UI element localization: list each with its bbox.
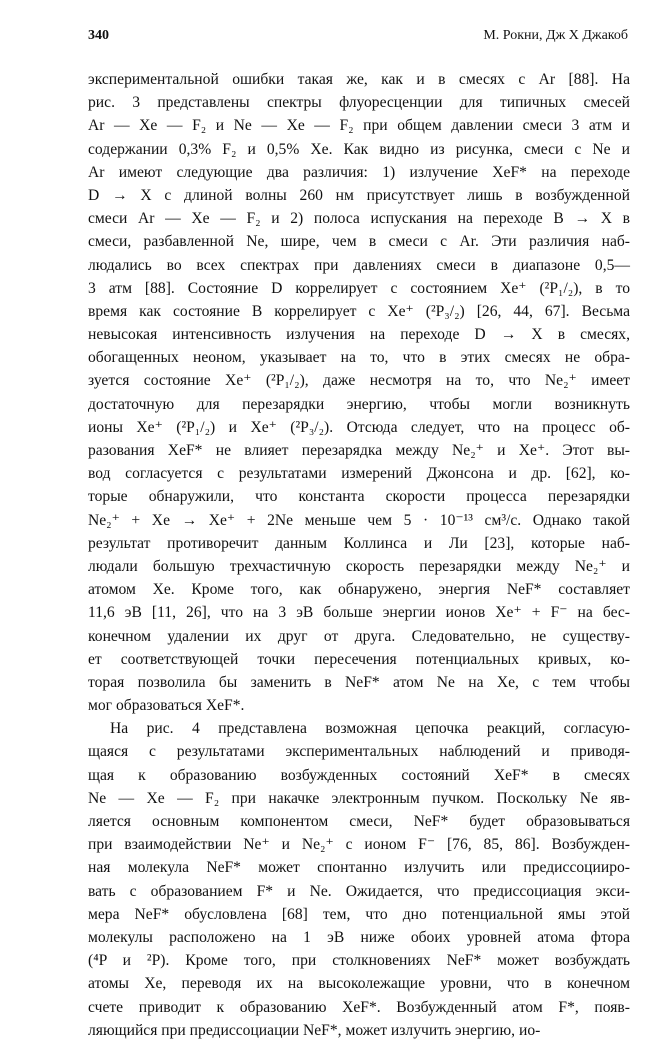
text-line: молекулы расположено на 1 эВ ниже обоих уровней атома фтора bbox=[88, 928, 630, 946]
text-line: при взаимодействии Ne⁺ и Ne₂⁺ с ионом F⁻ [76, 85, 86]. Возбужден- bbox=[88, 836, 630, 854]
text-line: обогащенных неоном, указывает на то, что в этих смесях не обра- bbox=[88, 349, 630, 367]
text-line: содержании 0,3% F₂ и 0,5% Xe. Как видно из рисунка, смеси с Ne и bbox=[88, 140, 630, 158]
text-line: атомом Xe. Кроме того, как обнаружено, энергия NeF* составляет bbox=[88, 581, 630, 599]
text-line: щая к образованию возбужденных состояний XeF* в смесях bbox=[88, 766, 630, 784]
text-line: торые обнаружили, что константа скорости процесса перезарядки bbox=[88, 488, 630, 506]
text-line: ионы Xe⁺ (²P₁/₂) и Xe⁺ (²P₃/₂). Отсюда следует, что на процесс об- bbox=[88, 418, 630, 436]
paragraph bbox=[88, 717, 630, 1042]
text-line: счете приводит к образованию XeF*. Возбужденный атом F*, появ- bbox=[88, 998, 630, 1016]
text-line: торая позволила бы заменить в NeF* атом Ne на Xe, с тем чтобы bbox=[88, 673, 630, 691]
text-line: 11,6 эВ [11, 26], что на 3 эВ больше энергии ионов Xe⁺ + F⁻ на бес- bbox=[88, 604, 630, 622]
text-line: (⁴P и ²P). Кроме того, при столкновениях NeF* может возбуждать bbox=[88, 952, 630, 970]
text-line: смеси Ar — Xe — F₂ и 2) полоса испускания на переходе B → X в bbox=[88, 210, 630, 228]
text-line: достаточную для перезарядки энергию, чтобы могли возникнуть bbox=[88, 395, 630, 413]
page-header bbox=[88, 28, 628, 48]
running-head: М. Рокни, Дж Х Джакоб bbox=[483, 28, 628, 43]
text-line: экспериментальной ошибки такая же, как и в смесях с Ar [88]. На bbox=[88, 71, 630, 88]
text-line: Ar имеют следующие два различия: 1) излучение XeF* на переходе bbox=[88, 163, 630, 181]
text-line: На рис. 4 представлена возможная цепочка реакций, согласую- bbox=[110, 720, 630, 738]
text-line: смеси, разбавленной Ne, шире, чем в смеси с Ar. Эти различия наб- bbox=[88, 233, 630, 251]
text-line: результат противоречит данным Коллинса и Ли [23], которые наб- bbox=[88, 534, 630, 552]
text-line: Ar — Xe — F₂ и Ne — Xe — F₂ при общем давлении смеси 3 атм и bbox=[88, 117, 630, 135]
text-line: конечном удалении их друг от друга. Следовательно, не существу- bbox=[88, 627, 630, 645]
text-line: ная молекула NeF* может спонтанно излучить или предиссоцииро- bbox=[88, 859, 630, 877]
text-line: людали большую трехчастичную скорость перезарядки между Ne₂⁺ и bbox=[88, 557, 630, 575]
text-line: Ne — Xe — F₂ при накачке электронным пучком. Поскольку Ne яв- bbox=[88, 789, 630, 807]
text-line: рис. 3 представлены спектры флуоресценции для типичных смесей bbox=[88, 94, 630, 112]
text-line: мера NeF* обусловлена [68] тем, что дно потенциальной ямы этой bbox=[88, 905, 630, 923]
body-text bbox=[88, 68, 630, 1042]
text-line: щаяся с результатами экспериментальных наблюдений и приводя- bbox=[88, 743, 630, 761]
text-line: Ne₂⁺ + Xe → Xe⁺ + 2Ne меньше чем 5 · 10⁻¹³ см³/с. Однако такой bbox=[88, 511, 630, 529]
text-line: мог образоваться XeF*. bbox=[88, 697, 245, 715]
text-line: ляющийся при предиссоциации NeF*, может излучить энергию, ио- bbox=[88, 1021, 541, 1039]
text-line: зуется состояние Xe⁺ (²P₁/₂), даже несмотря на то, что Ne₂⁺ имеет bbox=[88, 372, 630, 390]
page-number: 340 bbox=[88, 28, 109, 43]
text-line: разования XeF* не влияет перезарядка между Ne₂⁺ и Xe⁺. Этот вы- bbox=[88, 442, 630, 459]
text-line: вод согласуется с результатами измерений Джонсона и др. [62], ко- bbox=[88, 465, 630, 483]
paragraph bbox=[88, 68, 630, 717]
text-line: вать с образованием F* и Ne. Ожидается, что предиссоциация экси- bbox=[88, 882, 630, 900]
text-line: невысокая интенсивность излучения на переходе D → X в смесях, bbox=[88, 326, 630, 344]
text-line: 3 атм [88]. Состояние D коррелирует с состоянием Xe⁺ (²P₁/₂), в то bbox=[88, 279, 630, 297]
text-line: D → X с длиной волны 260 нм присутствует лишь в возбужденной bbox=[88, 186, 630, 204]
text-line: время как состояние B коррелирует с Xe⁺ (²P₃/₂) [26, 44, 67]. Весьма bbox=[88, 302, 630, 320]
text-line: людались во всех спектрах при давлениях смеси в диапазоне 0,5— bbox=[88, 256, 630, 274]
text-line: ляется основным компонентом смеси, NeF* будет образовываться bbox=[88, 813, 630, 830]
text-line: атомы Xe, переводя их на высоколежащие уровни, что в конечном bbox=[88, 975, 630, 993]
text-line: ет соответствующей точки пересечения потенциальных кривых, ко- bbox=[88, 650, 630, 668]
